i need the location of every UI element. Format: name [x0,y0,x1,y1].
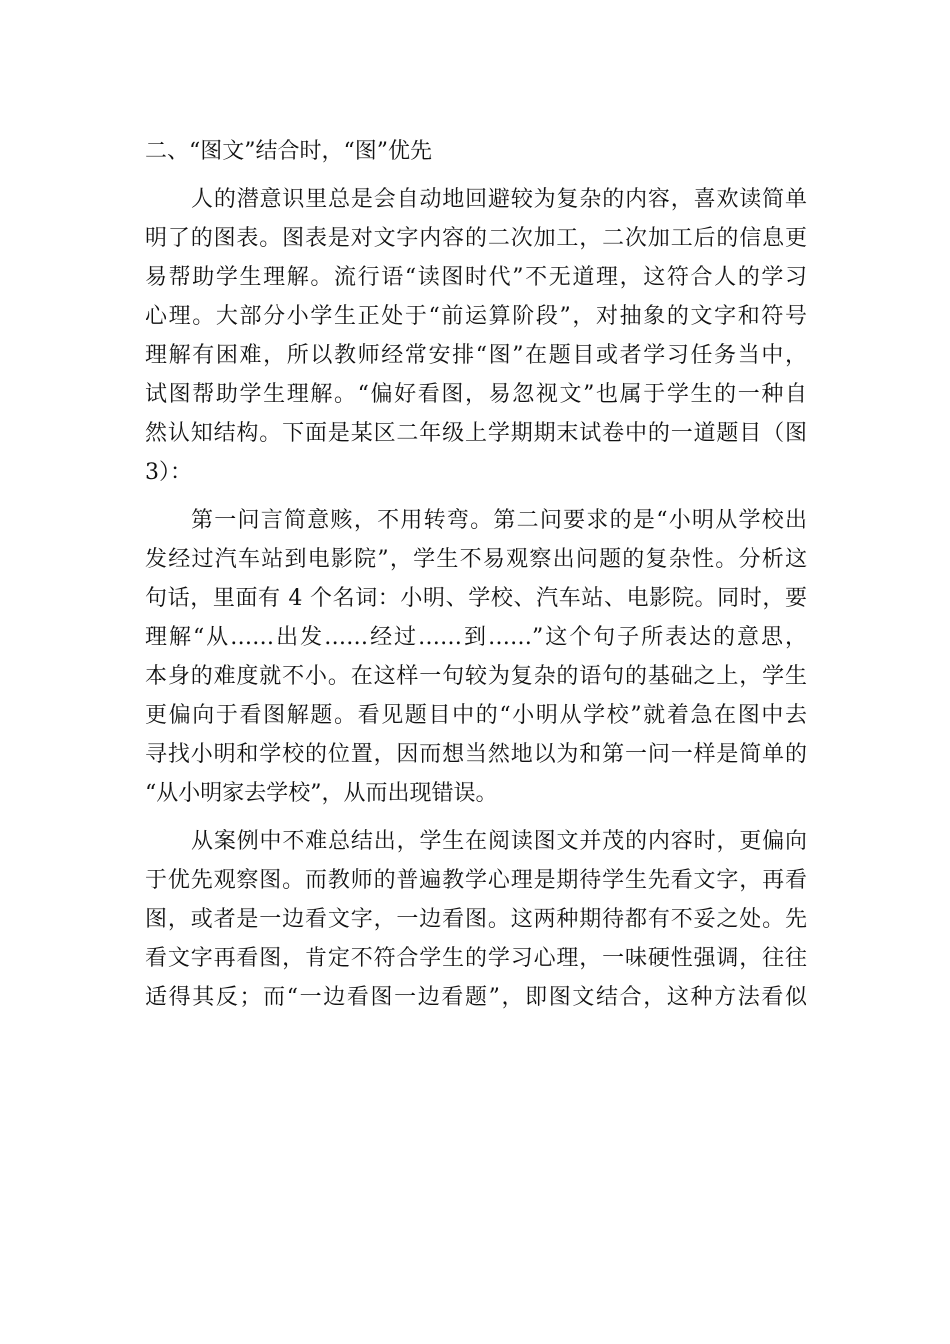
paragraph-2 [145,501,807,813]
paragraph-line: 理解“从……出发……经过……到……”这个句子所表达的意思， [145,625,807,650]
paragraph-1 [145,180,807,492]
paragraph-line: 易帮助学生理解。流行语“读图时代”不无道理，这符合人的学习 [145,265,807,290]
paragraph-line: 人的潜意识里总是会自动地回避较为复杂的内容，喜欢读简单 [191,187,807,212]
paragraph-line: 更偏向于看图解题。看见题目中的“小明从学校”就着急在图中去 [145,703,807,728]
paragraph-line: 句话，里面有 4 个名词：小明、学校、汽车站、电影院。同时，要 [145,586,807,611]
section-heading: 二、“图文”结合时，“图”优先 [145,139,432,164]
paragraph-line: 理解有困难，所以教师经常安排“图”在题目或者学习任务当中， [145,343,807,368]
paragraph-line: 心理。大部分小学生正处于“前运算阶段”，对抽象的文字和符号 [145,304,807,329]
document-body [145,132,807,1026]
paragraph-line: 3）： [145,460,192,485]
paragraph-line: 看文字再看图，肯定不符合学生的学习心理，一味硬性强调，往往 [145,946,807,971]
paragraph-line: 第一问言简意赅，不用转弯。第二问要求的是“小明从学校出 [191,508,807,533]
paragraph-line: “从小明家去学校”，从而出现错误。 [145,781,498,806]
paragraph-line: 试图帮助学生理解。“偏好看图，易忽视文”也属于学生的一种自 [145,382,807,407]
paragraph-line: 于优先观察图。而教师的普遍教学心理是期待学生先看文字，再看 [145,868,807,893]
paragraph-line: 图，或者是一边看文字，一边看图。这两种期待都有不妥之处。先 [145,907,807,932]
paragraph-line: 寻找小明和学校的位置，因而想当然地以为和第一问一样是简单的 [145,742,807,767]
paragraph-line: 然认知结构。下面是某区二年级上学期期末试卷中的一道题目（图 [145,421,807,446]
paragraph-line: 从案例中不难总结出，学生在阅读图文并茂的内容时，更偏向 [191,829,807,854]
paragraph-3 [145,822,807,1017]
paragraph-line: 发经过汽车站到电影院”，学生不易观察出问题的复杂性。分析这 [145,547,807,572]
paragraph-line: 本身的难度就不小。在这样一句较为复杂的语句的基础之上，学生 [145,664,807,689]
paragraph-line: 适得其反；而“一边看图一边看题”，即图文结合，这种方法看似 [145,985,807,1010]
paragraph-line: 明了的图表。图表是对文字内容的二次加工，二次加工后的信息更 [145,226,807,251]
